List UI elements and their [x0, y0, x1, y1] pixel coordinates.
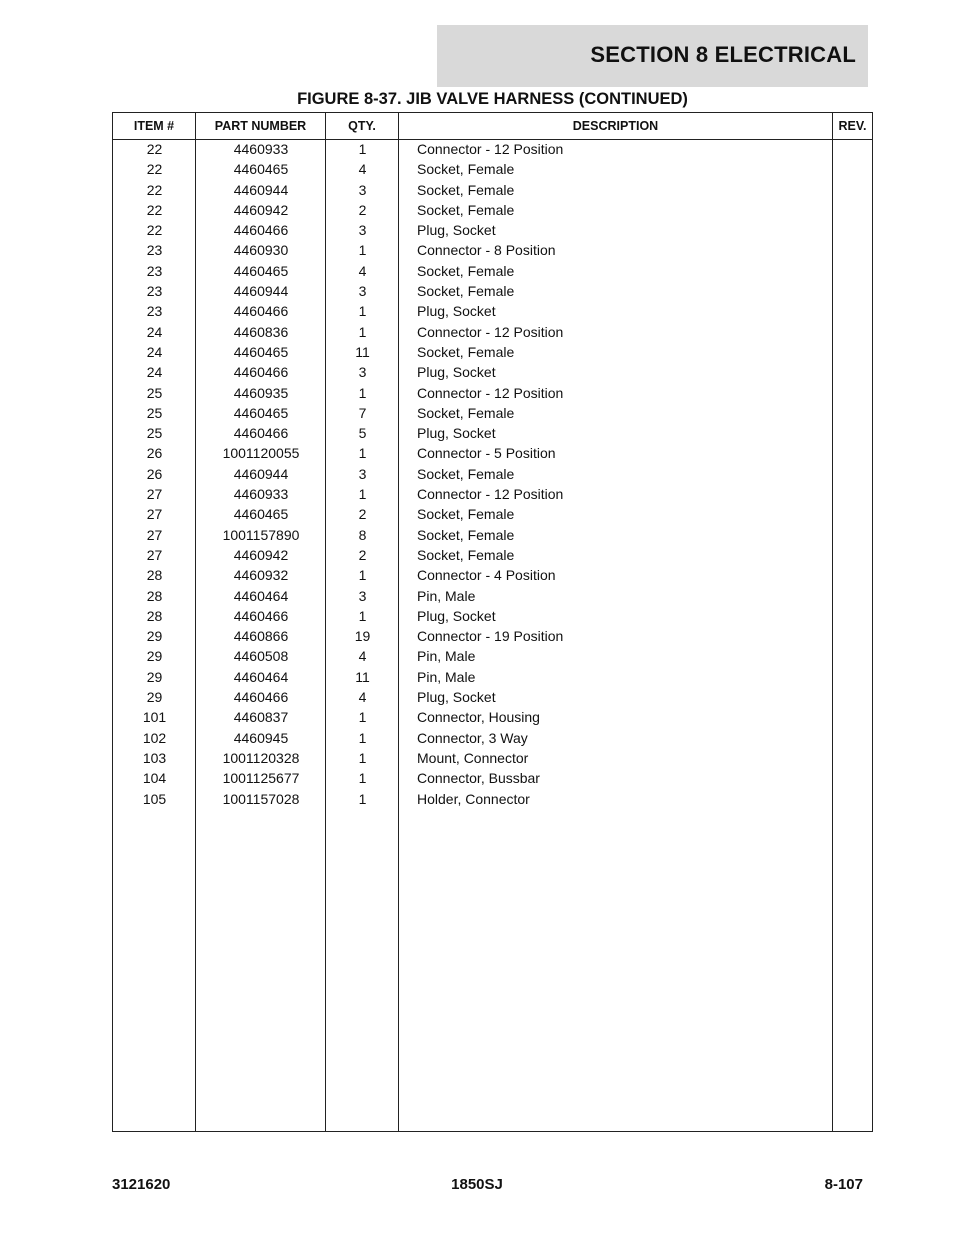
part-number-cell: 4460508: [233, 648, 289, 665]
item-cell: 23: [146, 303, 163, 320]
item-cell: 26: [146, 445, 163, 462]
item-cell: 102: [142, 729, 167, 746]
part-number-cell: 4460942: [233, 546, 289, 563]
item-cell: 28: [146, 567, 163, 584]
part-number-cell: 1001157028: [222, 790, 300, 807]
description-cell: Pin, Male: [417, 648, 476, 665]
table-row: [113, 444, 872, 464]
table-row: [113, 526, 872, 546]
part-number-cell: 4460465: [233, 161, 289, 178]
qty-cell: 8: [358, 526, 367, 543]
item-cell: 22: [146, 141, 163, 157]
item-cell: 23: [146, 242, 163, 259]
part-number-cell: 4460464: [233, 587, 289, 604]
part-number-cell: 4460465: [233, 343, 289, 360]
item-cell: 104: [142, 770, 167, 787]
part-number-cell: 4460465: [233, 506, 289, 523]
table-row: [113, 688, 872, 708]
qty-cell: 1: [358, 729, 367, 746]
part-number-cell: 4460466: [233, 222, 289, 239]
table-row: [113, 302, 872, 322]
qty-cell: 1: [358, 384, 367, 401]
part-number-cell: 4460466: [233, 303, 289, 320]
item-cell: 22: [146, 201, 163, 218]
table-row: [113, 160, 872, 180]
qty-cell: 1: [358, 749, 367, 766]
table-row: [113, 729, 872, 749]
item-cell: 27: [146, 526, 163, 543]
qty-cell: 2: [358, 546, 367, 563]
qty-cell: 5: [358, 425, 367, 442]
qty-cell: 1: [358, 709, 367, 726]
item-cell: 28: [146, 587, 163, 604]
document-number: 3121620: [112, 1176, 171, 1193]
part-number-cell: 4460944: [233, 181, 289, 198]
description-cell: Socket, Female: [417, 404, 515, 421]
description-cell: Connector, 3 Way: [417, 729, 528, 746]
part-number-cell: 4460466: [233, 425, 289, 442]
table-row: [113, 668, 872, 688]
qty-cell: 1: [358, 567, 367, 584]
qty-cell: 2: [358, 506, 367, 523]
part-number-cell: 4460935: [233, 384, 289, 401]
column-header-part-number: PART NUMBER: [214, 119, 307, 133]
part-number-cell: 4460465: [233, 404, 289, 421]
description-cell: Connector - 12 Position: [417, 141, 564, 157]
part-number-cell: 1001157890: [222, 526, 300, 543]
item-cell: 26: [146, 465, 163, 482]
item-cell: 105: [142, 790, 167, 807]
table-row: [113, 587, 872, 607]
item-cell: 24: [146, 323, 163, 340]
qty-cell: 4: [358, 648, 367, 665]
qty-cell: 1: [358, 323, 367, 340]
table-row: [113, 647, 872, 667]
table-row: [113, 546, 872, 566]
qty-cell: 11: [355, 668, 370, 685]
description-cell: Connector - 19 Position: [417, 628, 564, 645]
description-cell: Socket, Female: [417, 465, 515, 482]
qty-cell: 1: [358, 242, 367, 259]
description-cell: Socket, Female: [417, 283, 515, 300]
item-cell: 23: [146, 283, 163, 300]
qty-cell: 3: [358, 587, 367, 604]
description-cell: Plug, Socket: [417, 689, 496, 706]
table-row: [113, 769, 872, 789]
table-row: [113, 607, 872, 627]
qty-cell: 7: [358, 404, 367, 421]
part-number-cell: 4460945: [233, 729, 289, 746]
description-cell: Connector - 12 Position: [417, 323, 564, 340]
table-row: [113, 404, 872, 424]
item-cell: 25: [146, 425, 163, 442]
page-number: 8-107: [824, 1176, 863, 1193]
description-cell: Socket, Female: [417, 343, 515, 360]
part-number-cell: 4460933: [233, 486, 289, 503]
part-number-cell: 4460464: [233, 668, 289, 685]
description-cell: Connector - 5 Position: [417, 445, 556, 462]
item-cell: 28: [146, 607, 163, 624]
item-cell: 25: [146, 404, 163, 421]
qty-cell: 1: [358, 486, 367, 503]
description-cell: Socket, Female: [417, 161, 515, 178]
part-number-cell: 4460930: [233, 242, 289, 259]
part-number-cell: 4460933: [233, 141, 289, 157]
qty-cell: 2: [358, 201, 367, 218]
column-header-description: DESCRIPTION: [572, 119, 659, 133]
description-cell: Connector, Bussbar: [417, 770, 540, 787]
qty-cell: 3: [358, 222, 367, 239]
parts-table: [112, 112, 873, 1132]
qty-cell: 1: [358, 303, 367, 320]
description-cell: Socket, Female: [417, 181, 515, 198]
description-cell: Connector - 12 Position: [417, 384, 564, 401]
qty-cell: 1: [358, 770, 367, 787]
table-row: [113, 465, 872, 485]
description-cell: Plug, Socket: [417, 303, 496, 320]
item-cell: 27: [146, 546, 163, 563]
column-header-qty: QTY.: [348, 119, 376, 133]
qty-cell: 4: [358, 689, 367, 706]
column-header-item: ITEM #: [133, 119, 175, 133]
table-row: [113, 181, 872, 201]
item-cell: 23: [146, 262, 163, 279]
part-number-cell: 4460866: [233, 628, 289, 645]
table-row: [113, 282, 872, 302]
part-number-cell: 4460932: [233, 567, 289, 584]
part-number-cell: 1001125677: [222, 770, 300, 787]
table-row: [113, 241, 872, 261]
part-number-cell: 4460944: [233, 283, 289, 300]
item-cell: 27: [146, 486, 163, 503]
part-number-cell: 4460942: [233, 201, 289, 218]
item-cell: 103: [142, 749, 167, 766]
item-cell: 24: [146, 343, 163, 360]
part-number-cell: 4460465: [233, 262, 289, 279]
qty-cell: 1: [358, 790, 367, 807]
item-cell: 101: [142, 709, 167, 726]
description-cell: Plug, Socket: [417, 222, 496, 239]
qty-cell: 3: [358, 181, 367, 198]
description-cell: Connector, Housing: [417, 709, 540, 726]
item-cell: 29: [146, 689, 163, 706]
description-cell: Connector - 8 Position: [417, 242, 556, 259]
table-row: [113, 627, 872, 647]
section-title: SECTION 8 ELECTRICAL: [590, 42, 856, 67]
part-number-cell: 1001120328: [222, 749, 300, 766]
description-cell: Plug, Socket: [417, 364, 496, 381]
item-cell: 25: [146, 384, 163, 401]
table-row: [113, 140, 872, 160]
qty-cell: 4: [358, 262, 367, 279]
table-row: [113, 424, 872, 444]
table-body: [113, 140, 872, 810]
table-row: [113, 505, 872, 525]
part-number-cell: 4460466: [233, 689, 289, 706]
item-cell: 22: [146, 161, 163, 178]
qty-cell: 3: [358, 283, 367, 300]
description-cell: Connector - 4 Position: [417, 567, 556, 584]
description-cell: Socket, Female: [417, 546, 515, 563]
part-number-cell: 4460837: [233, 709, 289, 726]
description-cell: Socket, Female: [417, 526, 515, 543]
table-row: [113, 323, 872, 343]
item-cell: 27: [146, 506, 163, 523]
qty-cell: 11: [355, 343, 370, 360]
table-row: [113, 708, 872, 728]
part-number-cell: 1001120055: [222, 445, 300, 462]
part-number-cell: 4460466: [233, 607, 289, 624]
qty-cell: 1: [358, 445, 367, 462]
description-cell: Connector - 12 Position: [417, 486, 564, 503]
item-cell: 24: [146, 364, 163, 381]
description-cell: Mount, Connector: [417, 749, 529, 766]
qty-cell: 1: [358, 141, 367, 157]
description-cell: Pin, Male: [417, 668, 476, 685]
qty-cell: 3: [358, 465, 367, 482]
table-row: [113, 566, 872, 586]
description-cell: Socket, Female: [417, 201, 515, 218]
table-row: [113, 363, 872, 383]
table-row: [113, 262, 872, 282]
table-row: [113, 221, 872, 241]
qty-cell: 3: [358, 364, 367, 381]
table-row: [113, 749, 872, 769]
table-row: [113, 485, 872, 505]
part-number-cell: 4460466: [233, 364, 289, 381]
description-cell: Plug, Socket: [417, 607, 496, 624]
figure-title: FIGURE 8-37. JIB VALVE HARNESS (CONTINUED): [297, 90, 688, 108]
column-header-rev: REV.: [838, 119, 867, 133]
description-cell: Pin, Male: [417, 587, 476, 604]
qty-cell: 1: [358, 607, 367, 624]
item-cell: 29: [146, 668, 163, 685]
item-cell: 29: [146, 648, 163, 665]
table-row: [113, 790, 872, 810]
table-row: [113, 201, 872, 221]
description-cell: Socket, Female: [417, 262, 515, 279]
description-cell: Holder, Connector: [417, 790, 530, 807]
part-number-cell: 4460944: [233, 465, 289, 482]
item-cell: 22: [146, 222, 163, 239]
qty-cell: 19: [354, 628, 371, 645]
item-cell: 29: [146, 628, 163, 645]
description-cell: Socket, Female: [417, 506, 515, 523]
model-number: 1850SJ: [451, 1176, 503, 1193]
table-row: [113, 343, 872, 363]
qty-cell: 4: [358, 161, 367, 178]
description-cell: Plug, Socket: [417, 425, 496, 442]
item-cell: 22: [146, 181, 163, 198]
part-number-cell: 4460836: [233, 323, 289, 340]
table-row: [113, 384, 872, 404]
